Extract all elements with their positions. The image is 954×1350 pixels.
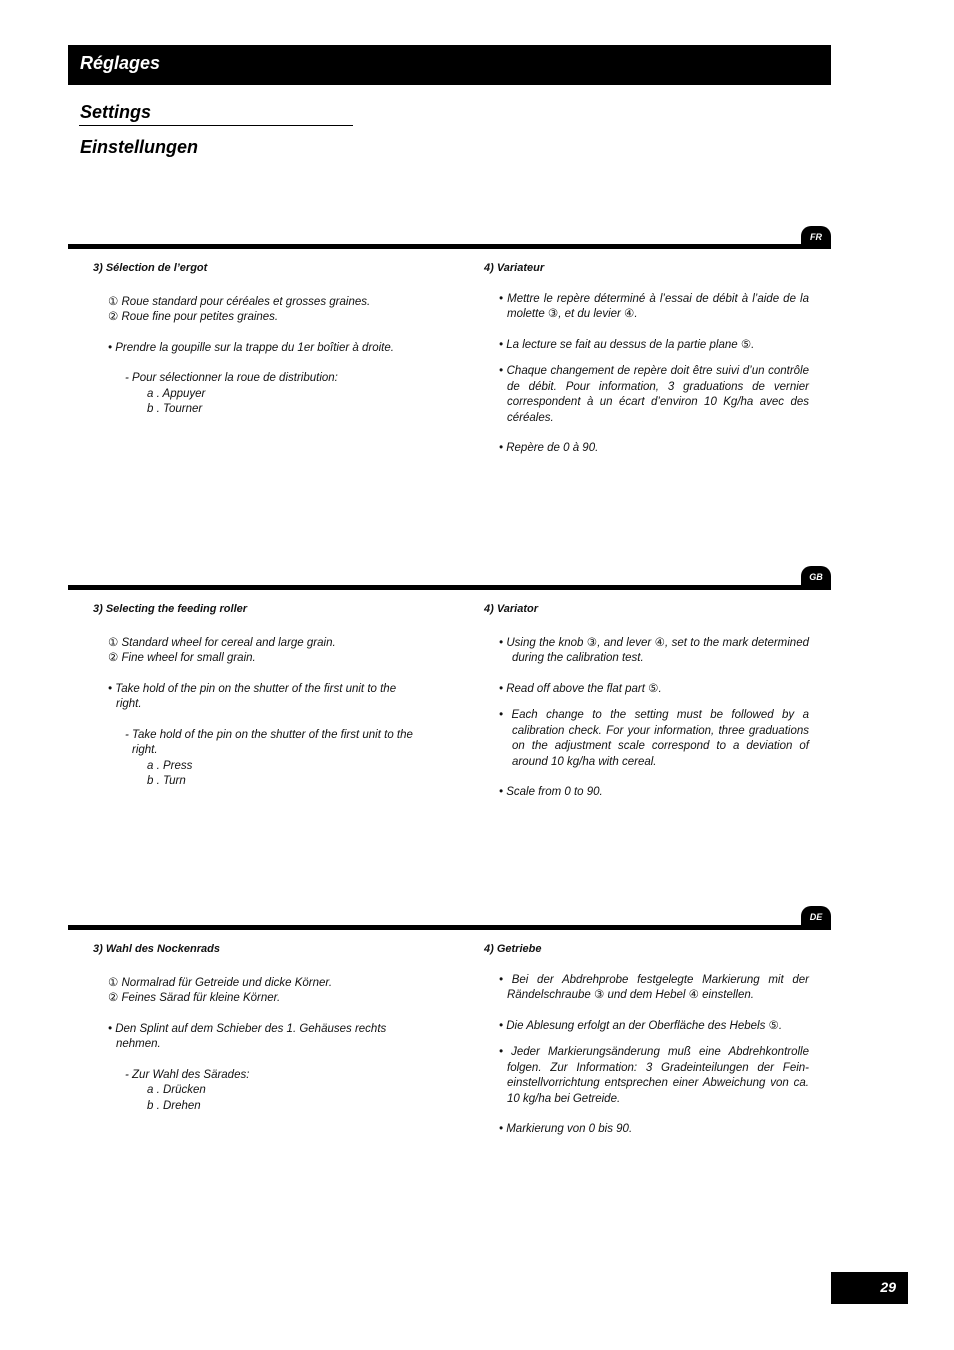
de-item-2: ② Feines Särad für kleine Körner. [108, 992, 281, 1004]
gb-right-bullet-4: • Scale from 0 to 90. [499, 786, 603, 798]
fr-left-dash: - Pour sélectionner la roue de distribution: [125, 372, 338, 384]
gb-left-column [93, 602, 423, 790]
gb-left-sub-b: b . Turn [147, 775, 186, 787]
fr-right-bullet-2: • La lecture se fait au dessus de la partie plane ⑤. [499, 338, 755, 351]
subtitle-einstellungen: Einstellungen [80, 137, 199, 157]
de-right-column [484, 942, 809, 1138]
gb-right-column [484, 602, 809, 801]
de-item-1: ① Normalrad für Getreide und dicke Körner. [108, 976, 333, 989]
section-rule-de [68, 925, 831, 930]
fr-left-sub-a: a . Appuyer [147, 387, 206, 400]
fr-left-column [93, 261, 423, 418]
fr-left-heading: 3) Sélection de l’ergot [93, 262, 208, 274]
de-right-bullet-4: • Markierung von 0 bis 90. [499, 1123, 633, 1135]
gb-left-bullet: • Take hold of the pin on the shutter of the first unit to the right. [108, 682, 397, 710]
de-left-column [93, 942, 423, 1114]
gb-left-heading: 3) Selecting the feeding roller [93, 603, 248, 615]
fr-right-column [484, 261, 809, 457]
gb-right-bullet-3: • Each change to the setting must be followed by a calibration check. For your information, three graduations on the adjustment scale correspond to a deviation of around 10 kg/ha with cereal. [499, 709, 809, 768]
gb-right-bullet-1: • Using the knob ③, and lever ④, set to the mark determined during the calibration test. [499, 636, 809, 664]
language-tab-fr: FR [801, 226, 831, 248]
page-title: Réglages [80, 53, 161, 73]
gb-right-bullet-2: • Read off above the flat part ⑤. [499, 682, 662, 695]
de-left-heading: 3) Wahl des Nockenrads [93, 943, 220, 955]
page-number: 29 [880, 1279, 896, 1295]
fr-left-sub-b: b . Tourner [147, 403, 203, 415]
fr-right-bullet-3: • Chaque changement de repère doit être suivi d’un contrôle de débit. Pour information, 3 graduations de vernier correspondent à un écart d’environ 10 Kg/ha avec des céréales. [499, 365, 809, 424]
de-left-sub-a: a . Drücken [147, 1084, 206, 1096]
fr-item-2: ② Roue fine pour petites graines. [108, 311, 279, 323]
section-rule-gb [68, 585, 831, 590]
de-right-bullet-3: • Jeder Markierungsänderung muß eine Abdrehkontrolle folgen. Zur Information: 3 Gradeinteilungen der Fein-einstellvorrichtung entsprechen einer Abweichung von ca. 10 kg/ha bei Getreide. [499, 1046, 809, 1105]
section-rule-fr [68, 244, 831, 249]
language-tab-de: DE [801, 906, 831, 928]
gb-item-2: ② Fine wheel for small grain. [108, 652, 256, 664]
header-bar [68, 45, 831, 85]
subtitle-underline [79, 125, 353, 126]
gb-right-heading: 4) Variator [484, 603, 539, 615]
fr-left-bullet: • Prendre la goupille sur la trappe du 1er boîtier à droite. [108, 341, 394, 354]
de-right-bullet-2: • Die Ablesung erfolgt an der Oberfläche des Hebels ⑤. [499, 1019, 783, 1032]
fr-right-bullet-1: • Mettre le repère déterminé à l’essai de débit à l’aide de la molette ③, et du levier ④. [499, 292, 809, 320]
de-right-bullet-1: • Bei der Abdrehprobe festgelegte Markierung mit der Rändelschraube ③ und dem Hebel ④ einstellen. [499, 973, 809, 1001]
gb-left-dash: - Take hold of the pin on the shutter of the first unit to the right. [125, 728, 413, 756]
de-right-heading: 4) Getriebe [484, 943, 542, 955]
subtitle-settings: Settings [80, 102, 152, 122]
de-left-bullet: • Den Splint auf dem Schieber des 1. Gehäuses rechts nehmen. [108, 1022, 387, 1050]
fr-item-1: ① Roue standard pour céréales et grosses graines. [108, 295, 371, 308]
gb-left-sub-a: a . Press [147, 759, 193, 772]
gb-item-1: ① Standard wheel for cereal and large grain. [108, 636, 336, 649]
fr-right-heading: 4) Variateur [484, 262, 545, 274]
language-tab-gb: GB [801, 566, 831, 588]
de-left-sub-b: b . Drehen [147, 1099, 201, 1112]
page-number-box [831, 1272, 908, 1304]
de-left-dash: - Zur Wahl des Särades: [125, 1068, 250, 1081]
fr-right-bullet-4: • Repère de 0 à 90. [499, 442, 599, 454]
